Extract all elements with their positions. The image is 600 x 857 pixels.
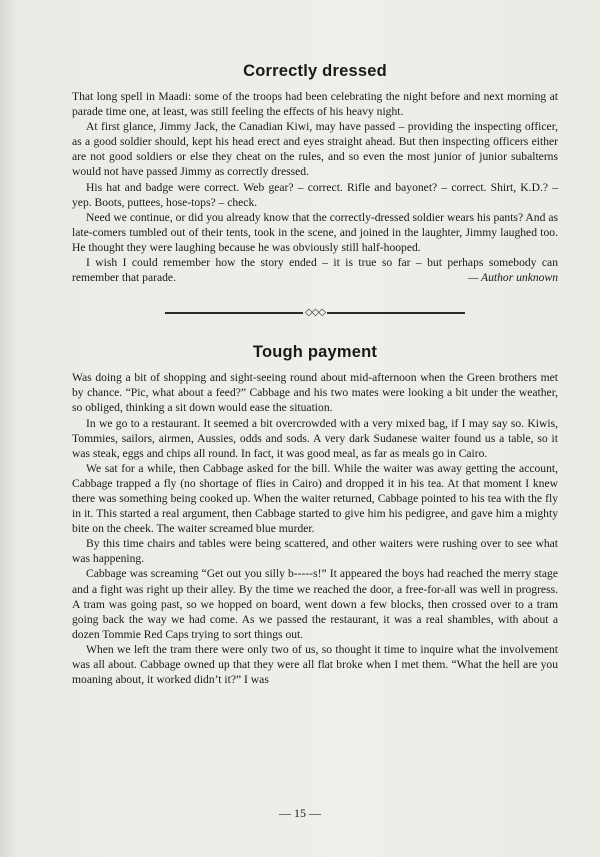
divider-rule-right: [327, 312, 465, 314]
paragraph: When we left the tram there were only two of us, so thought it time to inquire what the involvement was all about. Cabbage owned up that they were all flat broke when I met them. “What the hell are you moaning about, it worked didn’t it?” I was: [72, 642, 558, 687]
author-attribution: — Author unknown: [468, 271, 558, 285]
section-divider: [165, 306, 465, 320]
divider-rule-left: [165, 312, 303, 314]
paragraph: That long spell in Maadi: some of the troops had been celebrating the night before and next morning at parade time one, at least, was still feeling the effects of his heavy night.: [72, 90, 558, 119]
article-title: Tough payment: [252, 343, 378, 362]
paragraph: By this time chairs and tables were being scattered, and other waiters were rushing over to see what was happening.: [72, 537, 558, 566]
paragraph: Need we continue, or did you already know that the correctly-dressed soldier wears his pants? And as late-comers tumbled out of their tents, took in the scene, and joined in the laughter, Jimmy laughed too. He thought they were laughing because he was obviously still half-hooped.: [72, 210, 558, 254]
paragraph-with-attribution: [72, 255, 558, 285]
paragraph: His hat and badge were correct. Web gear? – correct. Rifle and bayonet? – correct. Shirt, K.D.? – yep. Boots, puttees, hose-tops? – check.: [72, 180, 558, 209]
article-tough-payment: [72, 343, 558, 687]
page-number: — 15 —: [279, 806, 321, 820]
article-correctly-dressed: [72, 62, 558, 285]
paragraph-text: I wish I could remember how the story ended – it is true so far – but perhaps somebody can remember that parade.: [72, 256, 558, 285]
paragraph: We sat for a while, then Cabbage asked for the bill. While the waiter was away getting the account, Cabbage trapped a fly (no shortage of flies in Cairo) and dropped it in his tea. At that moment I knew there was something being cooked up. When the waiter returned, Cabbage pointed to his tea with the fly in it. This started a real argument, then Cabbage started to give him his pedigree, and gave him a mighty bite on the cheek. The waiter screamed blue murder.: [72, 461, 558, 536]
paragraph: In we go to a restaurant. It seemed a bit overcrowded with a very mixed bag, if I may say so. Kiwis, Tommies, sailors, airmen, Aussies, odds and sods. A very dark Sudanese waiter found us a table, so it was steak, eggs and chips all round. In fact, it was good meal, as far as meals go in Cairo.: [72, 416, 558, 460]
paragraph: Cabbage was screaming “Get out you silly b-----s!” It appeared the boys had reached the merry stage and a fight was right up their alley. By the time we reached the door, a free-for-all was well in progress. A tram was going past, so we hopped on board, went down a few blocks, then crossed over to a tram going back the way we had come. As we passed the restaurant, it was a real shambles, with about a dozen Tommie Red Caps trying to sort things out.: [72, 567, 558, 641]
paragraph: At first glance, Jimmy Jack, the Canadian Kiwi, may have passed – providing the inspecting officer, as a good soldier should, kept his head erect and eyes straight ahead. But then inspecting officers either are not good soldiers or else they cheat on the rules, and so even the most junior of junior subalterns would not have passed Jimmy as correctly dressed.: [72, 120, 558, 179]
article-title: Correctly dressed: [243, 62, 387, 80]
diamond-ornament-icon: ◇◇◇: [304, 307, 326, 319]
paragraph: Was doing a bit of shopping and sight-seeing round about mid-afternoon when the Green brothers met by chance. “Pic, what about a feed?” Cabbage and his two mates were looking a bit under the weather, so obliged, thinking a sit down would ease the situation.: [72, 371, 558, 415]
